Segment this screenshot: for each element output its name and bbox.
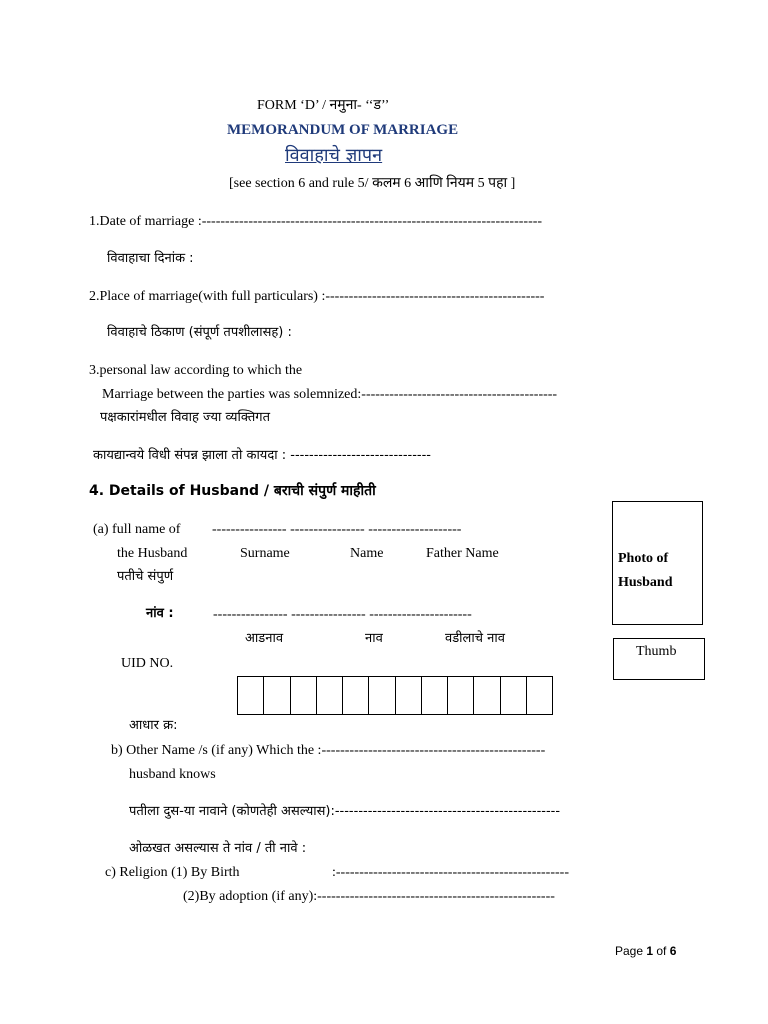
full-name-label: (a) full name of [93,522,181,537]
full-name-label-marathi: पतीचे संपुर्ण [117,569,174,584]
page-of: of [653,944,670,958]
thumb-label: Thumb [636,644,677,659]
page-current: 1 [646,944,654,958]
uid-digit-cell[interactable] [238,677,264,714]
uid-label: UID NO. [121,656,174,671]
uid-digit-cell[interactable] [527,677,552,714]
other-names-label-marathi-cont: ओळखत असल्यास ते नांव / ती नावे : [129,841,307,856]
personal-law-field: Marriage between the parties was solemnized:------------------------------------------ [102,387,558,402]
other-names-field: b) Other Name /s (if any) Which the :------------------------------------------------ [111,743,546,758]
form-title-english: MEMORANDUM OF MARRIAGE [227,122,459,138]
page-prefix: Page [615,944,647,958]
date-of-marriage-field: 1.Date of marriage :------------------------------------------------------------------------- [89,214,543,229]
surname-column-label: Surname [240,546,290,561]
uid-digit-cell[interactable] [317,677,343,714]
name-column-label: Name [350,546,384,561]
surname-column-label-marathi: आडनाव [245,631,284,646]
full-name-dashes: ---------------- ---------------- -------------------- [212,522,462,537]
form-label: FORM ‘D’ / नमुना- ‘‘ड’’ [257,98,390,113]
place-of-marriage-label-marathi: विवाहाचे ठिकाण (संपूर्ण तपशीलासह) : [107,325,292,340]
naav-dashes: ---------------- ---------------- ---------------------- [213,607,472,622]
personal-law-label: 3.personal law according to which the [89,363,303,378]
uid-digit-cell[interactable] [343,677,369,714]
uid-digit-cell[interactable] [448,677,474,714]
date-of-marriage-label-marathi: विवाहाचा दिनांक : [107,251,194,266]
father-name-column-label: Father Name [426,546,499,561]
religion-by-birth-dashes: :-------------------------------------------------- [332,865,569,880]
full-name-label-husband: the Husband [117,546,188,561]
religion-by-birth-label: c) Religion (1) By Birth [105,865,240,880]
personal-law-label-marathi: पक्षकारांमधील विवाह ज्या व्यक्तिगत [100,410,270,425]
father-name-column-label-marathi: वडीलाचे नाव [445,631,505,646]
husband-thumb-box [613,638,705,680]
form-title-marathi: विवाहाचे ज्ञापन [285,145,383,166]
uid-digit-cell[interactable] [369,677,395,714]
place-of-marriage-field: 2.Place of marriage(with full particulars) :----------------------------------------------- [89,289,545,304]
section-reference: [see section 6 and rule 5/ कलम 6 आणि नियम 5 पहा ] [229,176,516,191]
religion-by-adoption-field: (2)By adoption (if any):--------------------------------------------------- [183,889,555,904]
uid-digit-cell[interactable] [396,677,422,714]
uid-digit-cell[interactable] [264,677,290,714]
page-number [615,944,676,958]
name-column-label-marathi: नाव [365,631,383,646]
uid-digit-cell[interactable] [474,677,500,714]
uid-number-grid [237,676,553,715]
uid-digit-cell[interactable] [422,677,448,714]
page-total: 6 [669,944,677,958]
photo-label-line1: Photo of [618,551,669,566]
husband-photo-box [612,501,703,625]
uid-digit-cell[interactable] [291,677,317,714]
personal-law-field-marathi: कायद्यान्वये विधी संपन्न झाला तो कायदा : ------------------------------ [93,448,431,463]
other-names-label-cont: husband knows [129,767,216,782]
uid-digit-cell[interactable] [501,677,527,714]
naav-label: नांव : [146,606,174,621]
other-names-field-marathi: पतीला दुस-या नावाने (कोणतेही असल्यास):------------------------------------------------ [129,804,561,819]
photo-label-line2: Husband [618,575,673,590]
uid-label-marathi: आधार क्र: [129,718,178,733]
husband-details-heading: 4. Details of Husband / बराची संपुर्ण माहीती [89,483,376,499]
